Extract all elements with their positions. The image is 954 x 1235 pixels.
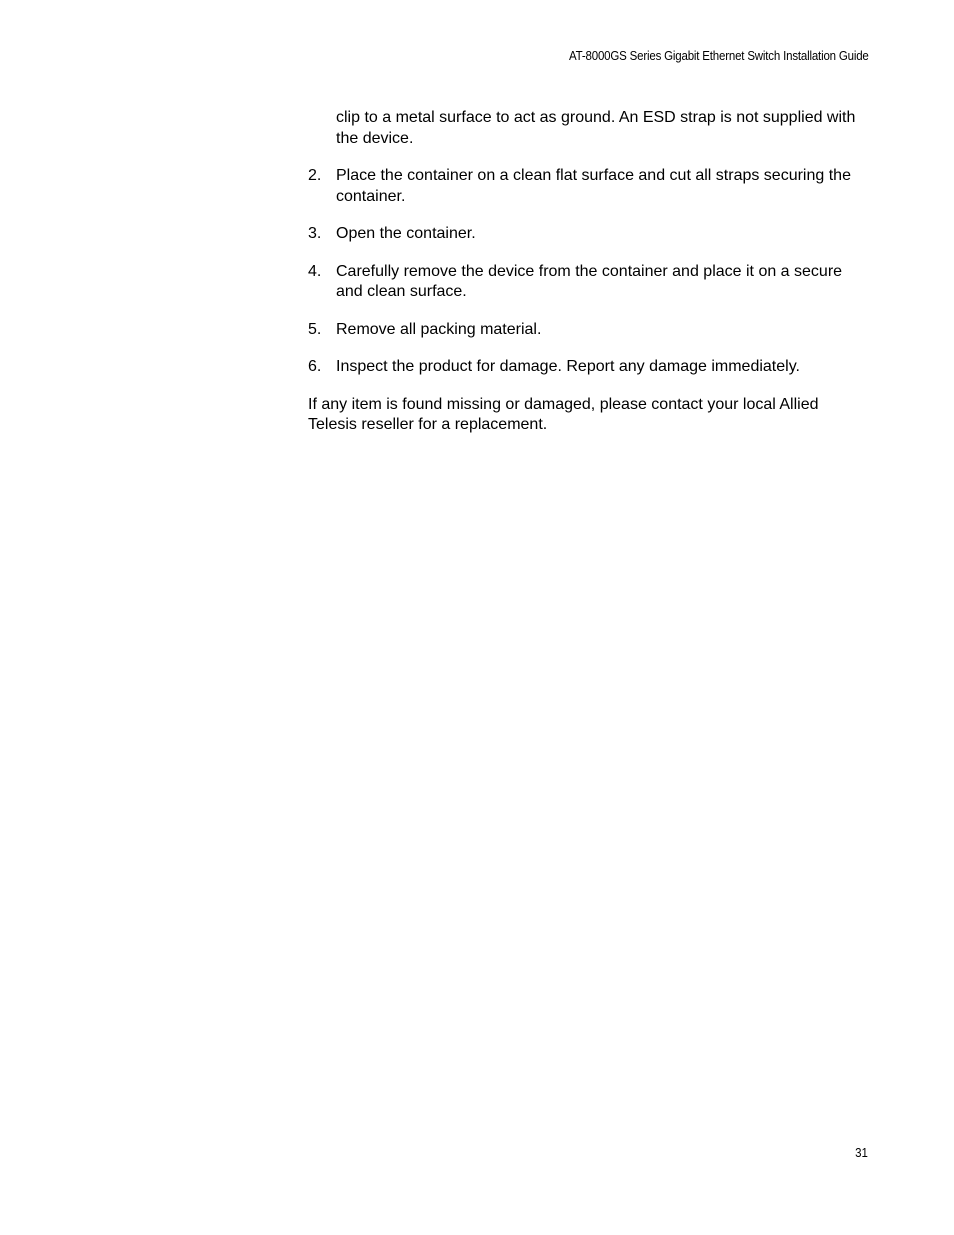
list-item xyxy=(308,262,868,303)
step-continuation-text: clip to a metal surface to act as ground. An ESD strap is not supplied with the device. xyxy=(336,109,856,147)
running-header: AT-8000GS Series Gigabit Ethernet Switch Installation Guide xyxy=(569,49,869,63)
step-number: 4. xyxy=(308,262,322,280)
page-content xyxy=(308,108,868,436)
step-text: Remove all packing material. xyxy=(336,320,542,338)
step-text: Carefully remove the device from the container and place it on a secure and clean surface. xyxy=(336,262,843,300)
step-number: 6. xyxy=(308,358,322,375)
step-text: Open the container. xyxy=(336,225,476,242)
list-item xyxy=(308,320,868,341)
unpacking-steps-list xyxy=(308,166,868,378)
page-number: 31 xyxy=(855,1146,868,1160)
closing-paragraph: If any item is found missing or damaged, please contact your local Allied Telesis reseller for a replacement. xyxy=(308,395,819,433)
list-item xyxy=(308,357,868,378)
step-text: Inspect the product for damage. Report any damage immediately. xyxy=(336,358,800,375)
step-number: 5. xyxy=(308,320,322,338)
step-text: Place the container on a clean flat surface and cut all straps securing the container. xyxy=(336,167,851,205)
list-item xyxy=(308,166,868,207)
step-number: 3. xyxy=(308,225,322,242)
step-number: 2. xyxy=(308,167,322,184)
list-item xyxy=(308,224,868,245)
